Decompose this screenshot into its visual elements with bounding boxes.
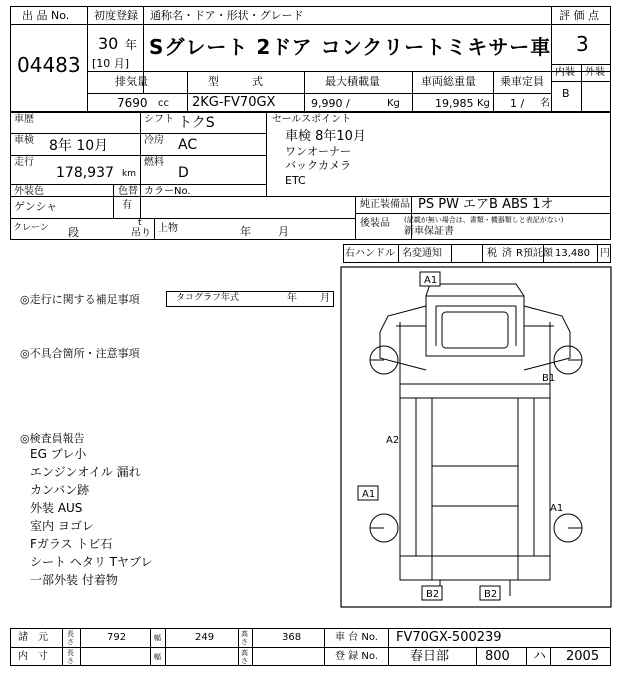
ac-value: AC	[178, 137, 198, 153]
history-label: 車歴	[14, 114, 34, 125]
first-reg-year-unit: 年	[125, 38, 138, 52]
fuel-value: D	[178, 165, 189, 181]
shift-value: トクS	[178, 115, 215, 131]
capacity: 1 /	[510, 97, 525, 110]
recycle-unit: 円	[600, 248, 610, 259]
recycle-label: 済	[502, 248, 512, 259]
exterior-label: 外装	[585, 67, 605, 78]
reg-number: 2005	[566, 649, 600, 664]
length-value: 792	[107, 632, 127, 643]
crane-ton: t	[138, 218, 142, 228]
reg-kana: ハ	[533, 649, 547, 664]
sales-label: セールスポイント	[272, 114, 352, 125]
damage-mark: B2	[484, 589, 498, 600]
first-reg-month: [10 月]	[92, 57, 130, 70]
reg-place: 春日部	[410, 649, 450, 664]
inspection-value: 8年 10月	[49, 138, 109, 154]
interior-dim-label: 内 寸	[18, 651, 48, 662]
upper-month: 月	[278, 225, 289, 238]
width-value: 249	[195, 632, 215, 643]
inspector-item: EG ブレ小	[30, 447, 87, 461]
warranty: 新車保証書	[404, 226, 454, 237]
recycle-amount: 13,480	[555, 248, 590, 259]
displacement-unit: cc	[158, 98, 169, 109]
crane-label: クレーン	[13, 223, 49, 233]
max-load-unit: Kg	[387, 98, 400, 109]
std-equipment: PS PW エアB ABS 1オ	[418, 197, 554, 212]
damage-mark: A1	[362, 489, 376, 500]
car-name: Sグレート 2ドア コンクリートミキサー車	[149, 35, 552, 59]
gross-weight-label: 車両総重量	[421, 75, 476, 88]
shoki-label: 諸 元	[18, 632, 48, 643]
max-load: 9,990 /	[311, 97, 350, 110]
inspector-item: シート ヘタリ Tヤブレ	[30, 555, 153, 569]
lot-label: 出 品 No.	[22, 9, 70, 22]
inspector-item: Fガラス トビ石	[30, 537, 113, 551]
width-label: 幅	[154, 634, 161, 642]
sales-point-2: ワンオーナー	[285, 145, 351, 158]
reg-label: 登 録 No.	[335, 651, 378, 662]
length-label: 長さ	[67, 630, 74, 646]
color-change-mark: 有	[122, 200, 132, 211]
sales-point-3: バックカメラ	[285, 159, 351, 172]
interior-score: B	[562, 87, 570, 100]
model-code: 2KG-FV70GX	[192, 95, 276, 110]
reg-class: 800	[485, 649, 510, 664]
sales-point-1: 車検 8年10月	[285, 129, 366, 144]
ac-label: 冷房	[144, 135, 164, 146]
inspector-label: ◎検査員報告	[20, 432, 85, 445]
crane-dan: 段	[68, 226, 79, 239]
inspector-item: 室内 ヨゴレ	[30, 519, 94, 533]
mileage-unit: km	[122, 169, 136, 179]
grade-label: 評 価 点	[559, 9, 599, 22]
first-reg-year: 30	[98, 34, 119, 53]
in-height-label: 高さ	[241, 649, 248, 665]
name-change-label: 名変通知	[402, 248, 442, 259]
defects-label: ◎不具合箇所・注意事項	[20, 347, 140, 360]
damage-mark: B2	[426, 589, 440, 600]
in-width-label: 幅	[154, 653, 161, 661]
mileage-value: 178,937	[56, 165, 114, 181]
chassis-label: 車 台 No.	[335, 632, 378, 643]
score: 3	[576, 32, 589, 56]
gross-weight-unit: Kg	[477, 98, 490, 109]
fuel-label: 燃料	[144, 157, 164, 168]
tax-label: 税	[487, 248, 497, 259]
std-equipment-label: 純正装備品	[360, 199, 410, 210]
displacement: 7690	[117, 96, 148, 110]
truck-damage-diagram	[340, 266, 612, 608]
interior-label: 内装	[555, 67, 575, 78]
capacity-unit: 名	[540, 98, 550, 109]
recycle-deposit-label: R預託額	[516, 248, 553, 259]
inspector-item: 外装 AUS	[30, 501, 83, 515]
damage-mark: B1	[542, 373, 556, 384]
handle-side: 右ハンドル	[345, 248, 395, 259]
height-value: 368	[282, 632, 302, 643]
mileage-label: 走行	[14, 157, 34, 168]
inspector-item: 一部外装 付着物	[30, 573, 118, 587]
color-value: ゲンシャ	[14, 200, 58, 213]
in-length-label: 長さ	[67, 649, 74, 665]
inspection-label: 車検	[14, 135, 34, 146]
upper-label: 上物	[158, 223, 178, 234]
damage-mark: A1	[424, 275, 438, 286]
gross-weight: 19,985	[435, 97, 474, 110]
displacement-label: 排気量	[115, 75, 148, 88]
tachograph-label: タコグラフ年式	[176, 293, 240, 303]
sales-point-4: ETC	[285, 174, 306, 187]
shift-label: シフト	[144, 114, 174, 125]
height-label: 高さ	[241, 630, 248, 646]
first-reg-label: 初度登録	[94, 9, 138, 22]
inspector-item: カンバン跡	[30, 483, 90, 497]
tacho-month: 月	[320, 293, 330, 304]
color-change-label: 色替	[118, 186, 138, 197]
crane-hanging: 吊り	[131, 228, 151, 239]
capacity-label: 乗車定員	[500, 75, 544, 88]
max-load-label: 最大積載量	[325, 75, 380, 88]
model-label: 型 式	[208, 75, 263, 88]
tacho-year: 年	[287, 293, 297, 304]
after-equipment-note: (記載が無い場合は、書類・機器類しと表記がない)	[404, 216, 564, 224]
color-no-label: カラーNo.	[144, 186, 191, 197]
damage-mark: A2	[386, 435, 400, 446]
chassis-number: FV70GX-500239	[396, 630, 502, 645]
upper-year: 年	[240, 225, 251, 238]
car-name-label: 通称名・ドア・形状・グレード	[150, 9, 304, 22]
inspector-item: エンジンオイル 漏れ	[30, 465, 141, 479]
color-label: 外装色	[14, 186, 44, 197]
damage-mark: A1	[550, 503, 564, 514]
after-equipment-label: 後装品	[360, 218, 390, 229]
lot-number: 04483	[17, 53, 81, 77]
supplement-label: ◎走行に関する補足事項	[20, 293, 140, 306]
